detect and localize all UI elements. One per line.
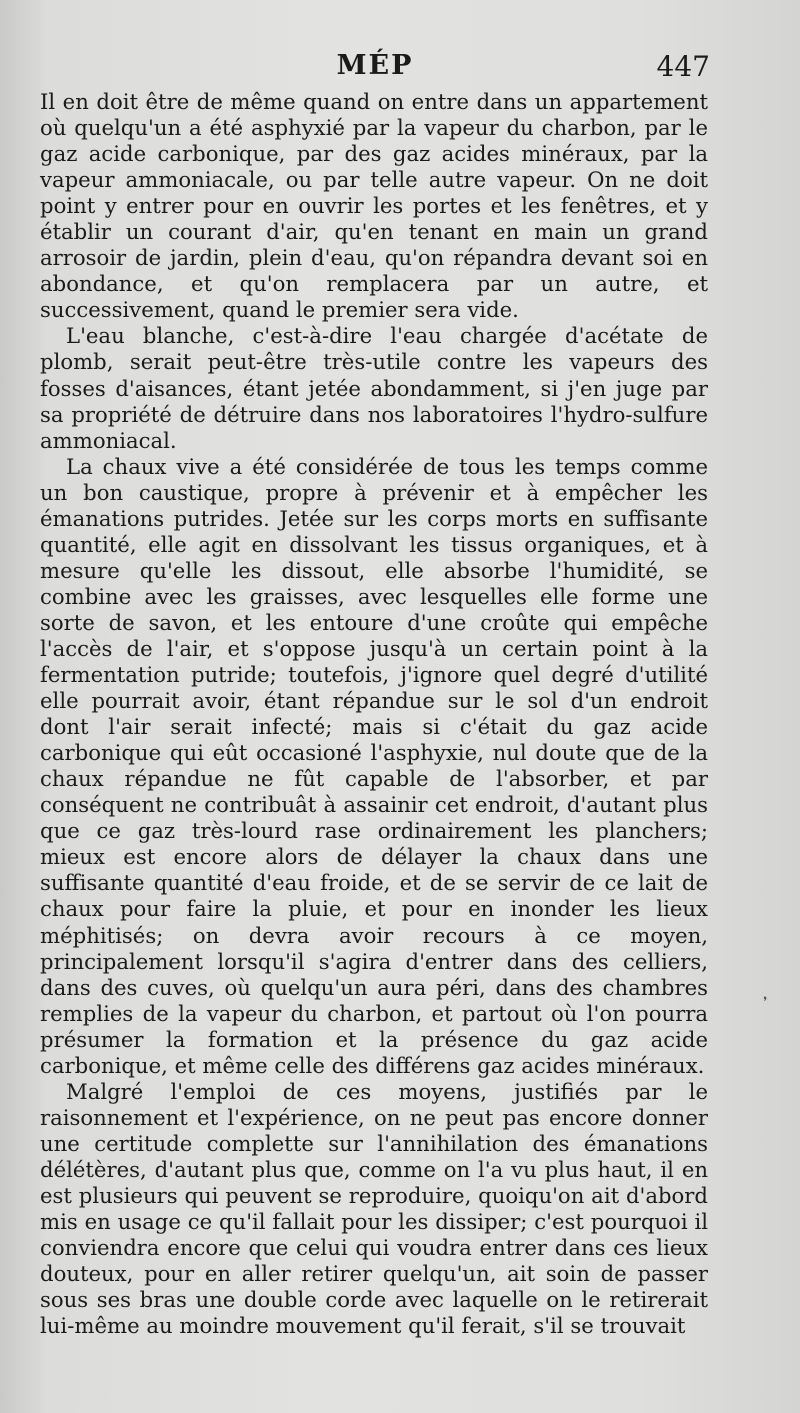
margin-mark: ᾿ (760, 994, 770, 1018)
running-head: MÉP (336, 50, 414, 81)
paragraph-1: Il en doit être de même quand on entre dans un appartement où quelqu'un a été asphyxié par la vapeur du charbon, par le gaz acide carbonique, par des gaz acides minéraux, par la vapeur ammoniacale, ou par telle autre vapeur. On ne doit point y entrer pour en ouvrir les portes et les fenêtres, et y établir un courant d'air, qu'en tenant en main un grand arrosoir de jardin, plein d'eau, qu'on répandra devant soi en abondance, et qu'on remplacera par un autre, et successivement, quand le premier sera vide. (40, 89, 708, 323)
page-header (40, 50, 710, 90)
paragraph-4: Malgré l'emploi de ces moyens, justifiés par le raisonnement et l'expérience, on ne peut pas encore donner une certitude complette sur l'annihilation des émanations délétères, d'autant plus que, comme on l'a vu plus haut, il en est plusieurs qui peuvent se reproduire, quoiqu'on ait d'abord mis en usage ce qu'il fallait pour les dissiper; c'est pourquoi il conviendra encore que celui qui voudra entrer dans ces lieux douteux, pour en aller retirer quelqu'un, ait soin de passer sous ses bras une double corde avec laquelle on le retirerait lui-même au moindre mouvement qu'il ferait, s'il se trouvait (40, 1078, 708, 1339)
body-text (40, 89, 708, 1339)
page-number: 447 (656, 50, 710, 83)
paragraph-3: La chaux vive a été considérée de tous les temps comme un bon caustique, propre à prévenir et à empêcher les émanations putrides. Jetée sur les corps morts en suffisante quantité, elle agit en dissolvant les tissus organiques, et à mesure qu'elle les dissout, elle absorbe l'humidité, se combine avec les graisses, avec lesquelles elle forme une sorte de savon, et les entoure d'une croûte qui empêche l'accès de l'air, et s'oppose jusqu'à un certain point à la fermentation putride; toutefois, j'ignore quel degré d'utilité elle pourrait avoir, étant répandue sur le sol d'un endroit dont l'air serait infecté; mais si c'était du gaz acide carbonique qui eût occasioné l'asphyxie, nul doute que de la chaux répandue ne fût capable de l'absorber, et par conséquent ne contribuât à assainir cet endroit, d'autant plus que ce gaz très-lourd rase ordinairement les planchers; mieux est encore alors de délayer la chaux dans une suffisante quantité d'eau froide, et de se servir de ce lait de chaux pour faire la pluie, et pour en inonder les lieux méphitisés; on devra avoir recours à ce moyen, principalement lorsqu'il s'agira d'entrer dans des celliers, dans des cuves, où quelqu'un aura péri, dans des chambres remplies de la vapeur du charbon, et partout où l'on pourra présumer la formation et la présence du gaz acide carbonique, et même celle des différens gaz acides minéraux. (40, 453, 708, 1078)
paragraph-2: L'eau blanche, c'est-à-dire l'eau chargée d'acétate de plomb, serait peut-être très-utile contre les vapeurs des fosses d'aisances, étant jetée abondamment, si j'en juge par sa propriété de détruire dans nos laboratoires l'hydro-sulfure ammoniacal. (40, 323, 708, 453)
